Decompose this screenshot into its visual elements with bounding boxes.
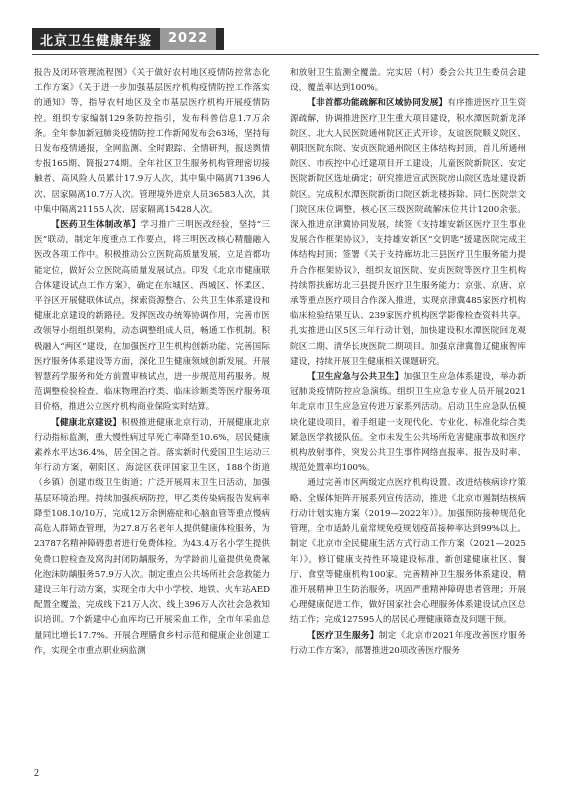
header-divider: [32, 54, 539, 55]
paragraph: [34, 218, 270, 416]
paragraph: [290, 66, 526, 96]
left-column: [34, 66, 270, 659]
section-heading: 【非首都功能疏解和区域协同发展】: [307, 98, 448, 109]
paragraph-text: 报告及闭环管理流程图》《关于做好农村地区疫情防控常态化工作方案》《关于进一步加强基层医疗机构疫情防控工作落实的通知》等，指导农村地区及全市基层医疗机构开展疫情防控。组织专家编制129条防控指引，发布科普信息1.7万余条。全年参加新冠肺炎疫情防控工作新闻发布会63场，坚持每日发布疫情通报，全网监测、全时跟踪、全情研判，报送舆情专报165期、简报274期。全年社区卫生服务机构管理密切接触者、高风险人员累计17.9万人次，其中集中隔离71396人次、居家隔离10.7万人次。管理境外进京人员36583人次，其中集中隔离21155人次、居家隔离15428人次。: [34, 68, 270, 215]
right-column: [290, 66, 526, 659]
section-heading: 【医疗卫生服务】: [307, 630, 379, 641]
paragraph: [34, 66, 270, 218]
paragraph: [290, 96, 526, 370]
paragraph-text: 制定《北京市2021年度改善医疗服务行动工作方案》，部署推进20项改善医疗服务: [290, 630, 526, 656]
paragraph: [290, 476, 526, 628]
section-heading: 【卫生应急与公共卫生】: [307, 372, 404, 383]
paragraph-text: 和放射卫生监测全覆盖。完实居（村）委会公共卫生委员会建设，覆盖率达到100%。: [290, 68, 526, 94]
paragraph: [290, 370, 526, 476]
paragraph: [34, 416, 270, 659]
paragraph-text: 有序推进医疗卫生资源疏解，协调推进医疗卫生重大项目建设，积水潭医院新龙泽院区、北大人民医院通州院区正式开诊，友谊医院顺义院区、朝阳医院东院、安贞医院通州院区主体结构封顶，首儿所通州院区、市疾控中心迁建项目开工建设，儿童医院新院区、安定医院新院区选址确定；研究推进宣武医院房山院区选址建设新院区。完成积水潭医院新街口院区新北楼拆除、同仁医院崇文门院区床位调整，核心区三级医院疏解床位共计1200余张。深入推进京津冀协同发展，续签《支持雄安新区医疗卫生事业发展合作框架协议》，支持雄安新区“交钥匙”援建医院完成主体结构封顶；签署《关于支持廊坊北三县医疗卫生服务能力提升合作框架协议》，组织友谊医院、安贞医院等医疗卫生机构持续帮扶廊坊北三县提升医疗卫生服务能力；京张、京唐、京承等重点医疗项目合作深入推进，实现京津冀485家医疗机构临床检验结果互认、239家医疗机构医学影像检查资料共享。扎实推进山区5区三年行动计划，加快建设积水潭医院回龙观院区二期、清华长庚医院二期项目。加强京津冀鲁辽健康智库建设，持续开展卫生健康相关课题研究。: [290, 98, 526, 367]
paragraph-text: 通过完善市区两级定点医疗机构设置、改进结核病诊疗策略、全媒体矩阵开展系列宣传活动，推进《北京市遏制结核病行动计划实施方案（2019—2022年）》。加强预防接种规范化管理，全市适龄儿童常规免疫规划疫苗接种率达到99%以上。制定《北京市全民健康生活方式行动工作方案（2021—2025年）》，修订健康支持性环境建设标准，新创建健康社区、餐厅、食堂等健康机构100家。完善精神卫生服务体系建设，精准开展精神卫生防治服务，巩固严重精神障碍患者管理；开展心理健康促进工作，做好国家社会心理服务体系建设试点区总结工作；完成127595人的居民心理健康筛查及问题干预。: [290, 478, 526, 626]
page-number: 2: [34, 768, 39, 779]
yearbook-title-box: [32, 28, 224, 50]
section-heading: 【医药卫生体制改革】: [51, 220, 141, 231]
yearbook-year: 2022: [160, 28, 216, 50]
paragraph: [290, 629, 526, 659]
paragraph-text: 学习推广三明医改经验，坚持“三医”联动，制定年度重点工作要点，将三明医改核心精髓融入医改各项工作中。积极推动公立医院高质量发展，立足首都功能定位，做好公立医院高质量发展试点。印发《北京市健康联合体建设试点工作方案》，确定在东城区、西城区、怀柔区、平谷区开展健联体试点，探索资源整合、公共卫生体系建设和健康北京建设的新路径。发挥医改办统筹协调作用，完善市医改领导小组组织架构，动态调整组成人员，畅通工作机制。积极融入“两区”建设，在加强医疗卫生机构创新功能、完善国际医疗服务体系建设等方面，深化卫生健康领域创新发展。开展智慧药学服务和处方前置审核试点，进一步规范用药服务。规范调整检验检查、临床物理治疗类、临床诊断类等医疗服务项目价格，推进公立医疗机构商业保险实时结算。: [34, 220, 270, 413]
paragraph-text: 积极推进健康北京行动，开展健康北京行动指标监测，重大慢性病过早死亡率降至10.6%，居民健康素养水平达36.4%，居全国之首。落实新时代爱国卫生运动三年行动方案，朝阳区、海淀区获评国家卫生区，188个街道（乡镇）创建市级卫生街道；广泛开展周末卫生日活动，加强基层环境治理。持续加强疾病防控，甲乙类传染病报告发病率降至108.10/10万，完成12万余例癌症和心脑血管等重点慢病高危人群筛查管理，为27.8万名老年人提供健康体检服务，为23787名精神障碍患者进行免费体检。为43.4万名小学生提供免费口腔检查及窝沟封闭防龋服务，为学龄前儿童提供免费氟化泡沫防龋服务57.9万人次。制定重点公共场所社会急救能力建设三年行动方案，实现全市大中小学校、地铁、火车站AED配置全覆盖，完成线下21万人次、线上396万人次社会急救知识培训。7个新建中心血库均已开展采血工作，全市年采血总量同比增长17.7%。开展合理膳食乡村示范和健康企业创建工作，实现全市重点职业病监测: [34, 417, 270, 656]
paragraph-text: 加强卫生应急体系建设，举办新冠肺炎疫情防控应急演练。组织卫生应急专业人员开展2021年北京市卫生应急宣传进万家系列活动。启动卫生应急队伍模块化建设项目，着手组建一支现代化、专业化、标准化综合类紧急医学救援队伍。全市未发生公共场所危害健康事故和医疗机构放射事件，突发公共卫生事件网络直报率、报告及时率、规范处置率均100%。: [290, 372, 526, 474]
yearbook-title: 北京卫生健康年鉴: [40, 33, 153, 49]
section-heading: 【健康北京建设】: [51, 417, 122, 428]
page-header: [0, 28, 569, 50]
